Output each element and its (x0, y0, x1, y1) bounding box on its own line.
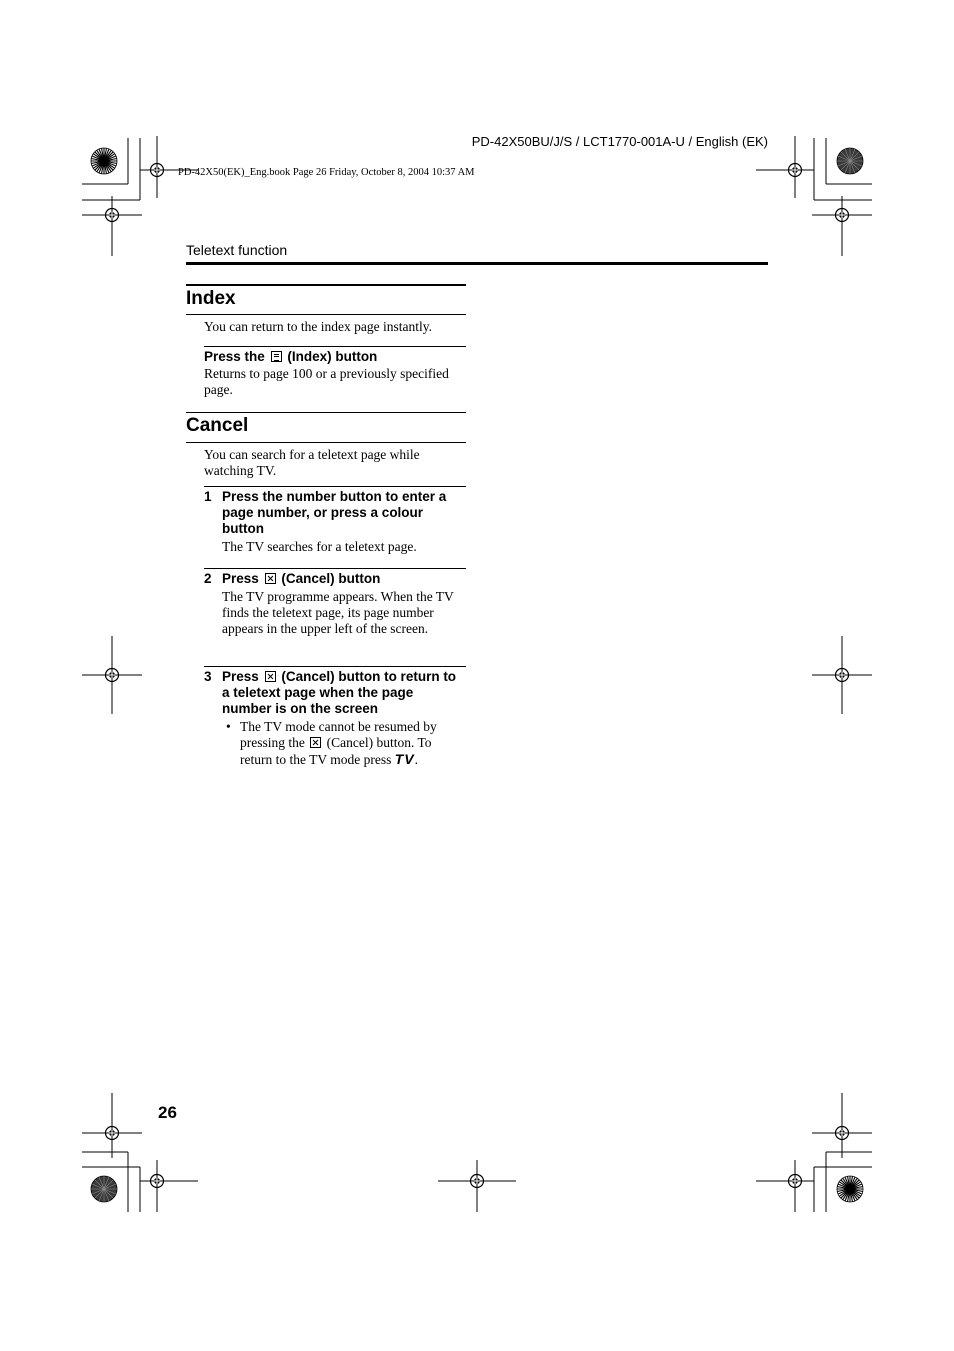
index-top-rule (186, 284, 466, 286)
index-heading-rule (186, 314, 466, 315)
cancel-button-icon (265, 671, 276, 682)
cancel-heading: Cancel (186, 415, 249, 436)
cancel-heading-rule (186, 442, 466, 443)
model-code-header: PD-42X50BU/J/S / LCT1770-001A-U / English (EK) (471, 134, 768, 149)
index-button-icon (271, 351, 282, 362)
cancel-button-icon (310, 737, 321, 748)
step-3-title-suffix: (Cancel) button to return to a teletext page when the page number is on the screen (222, 669, 457, 716)
section-label: Teletext function (186, 242, 288, 258)
step-2-title-suffix: (Cancel) button (281, 571, 381, 586)
index-instruction (204, 349, 466, 365)
bullet-icon: • (226, 719, 231, 734)
step-3-bullet (240, 719, 462, 768)
step-3-bullet-a: The TV mode cannot be resumed by pressing the (240, 719, 437, 750)
cancel-intro: You can search for a teletext page while watching TV. (204, 447, 420, 478)
step-3-number: 3 (204, 669, 212, 684)
step-1-rule (204, 486, 466, 487)
step-3-rule (204, 666, 466, 667)
index-instruction-rule (204, 346, 466, 347)
step-2-number: 2 (204, 571, 212, 586)
page-number: 26 (158, 1103, 177, 1122)
step-1-title: Press the number button to enter a page number, or press a colour button (222, 489, 447, 536)
step-2-title (222, 571, 466, 587)
step-2-rule (204, 568, 466, 569)
step-3-title (222, 669, 466, 717)
step-3-bullet-b: (Cancel) button. To return to the TV mode press (240, 735, 432, 767)
step-2-title-prefix: Press (222, 571, 259, 586)
header-rule (186, 262, 768, 265)
cancel-top-rule (186, 412, 466, 413)
cancel-button-icon (265, 573, 276, 584)
step-1-number: 1 (204, 489, 212, 504)
index-instruction-prefix: Press the (204, 349, 265, 364)
step-3-bullet-end: . (414, 752, 418, 767)
tv-key-label: TV (394, 751, 415, 767)
index-instruction-suffix: (Index) button (287, 349, 378, 364)
step-1-text: The TV searches for a teletext page. (222, 539, 417, 554)
index-heading: Index (186, 288, 236, 309)
step-3-title-prefix: Press (222, 669, 259, 684)
book-info-line: PD-42X50(EK)_Eng.book Page 26 Friday, October 8, 2004 10:37 AM (178, 167, 475, 178)
index-intro: You can return to the index page instantly. (204, 319, 432, 334)
step-2-text: The TV programme appears. When the TV finds the teletext page, its page number appears in the upper left of the screen. (222, 589, 454, 636)
index-description: Returns to page 100 or a previously specified page. (204, 366, 449, 397)
